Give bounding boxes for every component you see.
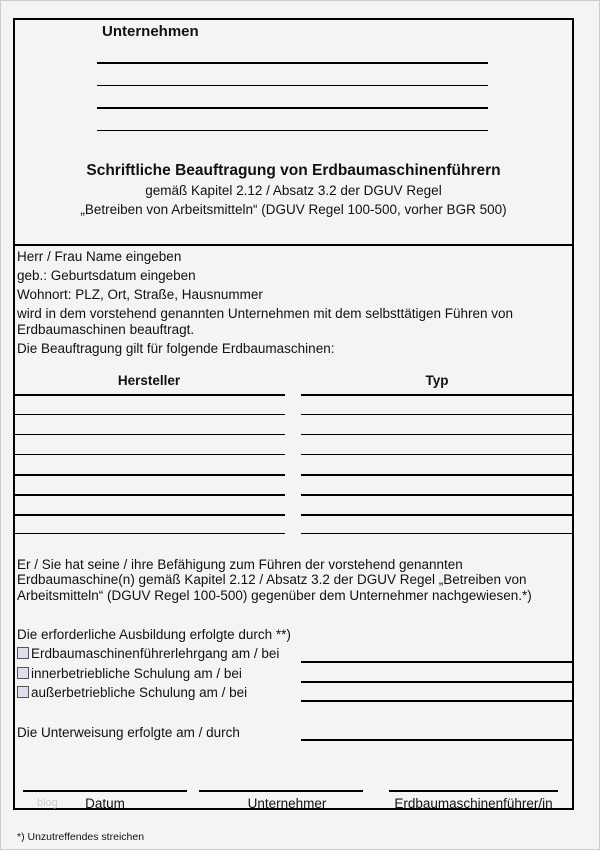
- subtitle: „Betreiben von Arbeitsmitteln“ (DGUV Regel 100-500, vorher BGR 500): [80, 202, 507, 217]
- signature-label-operator: Erdbaumaschinenführer/in: [394, 796, 553, 811]
- training-option[interactable]: [17, 646, 279, 661]
- signature-line[interactable]: [23, 790, 187, 792]
- watermark: blog: [37, 797, 58, 809]
- company-label: Unternehmen: [102, 23, 199, 40]
- table-row-line[interactable]: [13, 514, 285, 516]
- qualification-text: Er / Sie hat seine / ihre Befähigung zum Führen der vorstehend genannten: [17, 557, 463, 572]
- assignment-text: Erdbaumaschinen beauftragt.: [17, 322, 195, 337]
- checkbox[interactable]: [17, 647, 29, 659]
- table-row-line[interactable]: [13, 414, 285, 415]
- training-line[interactable]: [301, 661, 573, 663]
- option-label: innerbetriebliche Schulung am / bei: [31, 666, 242, 681]
- company-line[interactable]: [97, 107, 488, 109]
- table-row-line[interactable]: [301, 474, 573, 476]
- table-row-line[interactable]: [301, 434, 573, 435]
- company-line[interactable]: [97, 85, 488, 86]
- signature-label-date: Datum: [85, 796, 125, 811]
- table-row-line[interactable]: [13, 474, 285, 476]
- training-line[interactable]: [301, 681, 573, 683]
- option-label: außerbetriebliche Schulung am / bei: [31, 685, 248, 700]
- assignment-text: wird in dem vorstehend genannten Unternehmen mit dem selbsttätigen Führen von: [17, 306, 514, 321]
- table-row-line[interactable]: [301, 394, 573, 396]
- instruction-label: Die Unterweisung erfolgte am / durch: [17, 725, 240, 740]
- person-address[interactable]: Wohnort: PLZ, Ort, Straße, Hausnummer: [17, 287, 263, 302]
- subtitle: gemäß Kapitel 2.12 / Absatz 3.2 der DGUV Regel: [145, 183, 442, 198]
- person-birth[interactable]: geb.: Geburtsdatum eingeben: [17, 268, 196, 283]
- qualification-text: Arbeitsmitteln“ (DGUV Regel 100-500) gegenüber dem Unternehmer nachgewiesen.*): [17, 588, 532, 603]
- section-divider: [13, 244, 574, 246]
- option-label: Erdbaumaschinenführerlehrgang am / bei: [31, 646, 280, 661]
- col-header-manufacturer: Hersteller: [117, 373, 181, 388]
- table-row-line[interactable]: [301, 414, 573, 415]
- company-line[interactable]: [97, 130, 488, 131]
- table-row-line[interactable]: [301, 494, 573, 496]
- footnote: *) Unzutreffendes streichen: [17, 831, 145, 843]
- table-row-line[interactable]: [13, 533, 285, 534]
- assignment-text: Die Beauftragung gilt für folgende Erdbaumaschinen:: [17, 341, 335, 356]
- checkbox[interactable]: [17, 686, 29, 698]
- col-header-type: Typ: [425, 373, 449, 388]
- table-row-line[interactable]: [13, 394, 285, 396]
- form-title: Schriftliche Beauftragung von Erdbaumaschinenführern: [86, 162, 501, 179]
- table-row-line[interactable]: [13, 454, 285, 455]
- training-option[interactable]: [17, 666, 242, 681]
- training-heading: Die erforderliche Ausbildung erfolgte durch **): [17, 627, 291, 642]
- table-row-line[interactable]: [301, 514, 573, 516]
- signature-label-company: Unternehmer: [247, 796, 327, 811]
- person-name[interactable]: Herr / Frau Name eingeben: [17, 249, 182, 264]
- signature-line[interactable]: [199, 790, 363, 792]
- table-row-line[interactable]: [301, 454, 573, 455]
- company-line[interactable]: [97, 62, 488, 64]
- table-row-line[interactable]: [301, 533, 573, 534]
- checkbox[interactable]: [17, 667, 29, 679]
- qualification-text: Erdbaumaschine(n) gemäß Kapitel 2.12 / Absatz 3.2 der DGUV Regel „Betreiben von: [17, 572, 527, 587]
- table-row-line[interactable]: [13, 434, 285, 435]
- training-option[interactable]: [17, 685, 247, 700]
- table-row-line[interactable]: [13, 494, 285, 496]
- signature-line[interactable]: [389, 790, 558, 792]
- instruction-line[interactable]: [301, 739, 573, 741]
- training-line[interactable]: [301, 700, 573, 702]
